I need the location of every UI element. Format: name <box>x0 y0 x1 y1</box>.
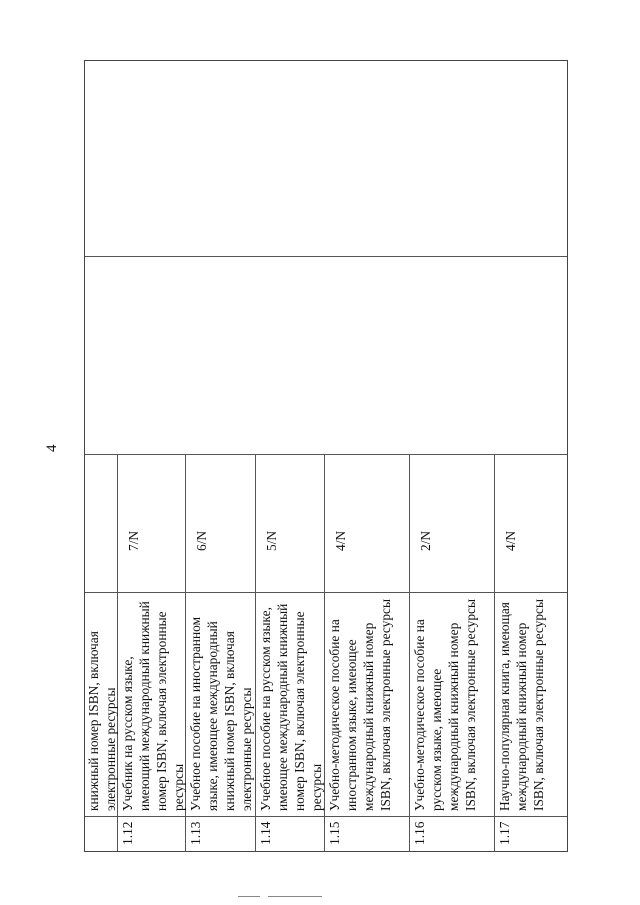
row-unit: 5/N <box>264 530 279 551</box>
row-description: Учебное пособие на русском языке, имеющее международный книжный номер ISBN, включая электронные ресурсы <box>258 603 324 811</box>
row-description: Научно-популярная книга, имеющая международный книжный номер ISBN, включая электронные ресурсы <box>497 599 546 811</box>
indicator-table <box>84 60 568 852</box>
row-number: 1.16 <box>412 821 427 845</box>
row-number: 1.13 <box>188 821 203 845</box>
row-description: Учебно-методическое пособие на русском языке, имеющее международный книжный номер ISBN, включая электронные ресурсы <box>412 599 478 811</box>
row-description: Учебное пособие на иностранном языке, имеющее международный книжный номер ISBN, включая электронные ресурсы <box>188 616 254 811</box>
row-description: Учебник на русском языке, имеющий международный книжный номер ISBN, включая электронные ресурсы <box>120 601 186 811</box>
row-divider <box>255 455 256 851</box>
row-divider <box>494 455 495 851</box>
row-description: Учебно-методическое пособие на иностранном языке, имеющее международный книжный номер ISBN, включая электронные ресурсы <box>327 599 393 811</box>
scan-artifact <box>238 896 260 897</box>
row-unit: 6/N <box>194 530 209 551</box>
row-number: 1.14 <box>258 821 273 845</box>
row-unit: 4/N <box>503 530 518 551</box>
scan-artifact <box>268 896 322 897</box>
row-unit: 4/N <box>333 530 348 551</box>
row-number: 1.17 <box>497 821 512 845</box>
column-divider <box>85 256 567 257</box>
row-unit: 2/N <box>418 530 433 551</box>
continued-description: книжный номер ISBN, включая электронные ресурсы <box>86 631 118 811</box>
row-unit: 7/N <box>126 530 141 551</box>
row-number: 1.12 <box>120 821 135 845</box>
page-number: 4 <box>44 444 60 452</box>
row-divider <box>409 455 410 851</box>
table-grid <box>84 60 568 852</box>
row-number: 1.15 <box>327 821 342 845</box>
